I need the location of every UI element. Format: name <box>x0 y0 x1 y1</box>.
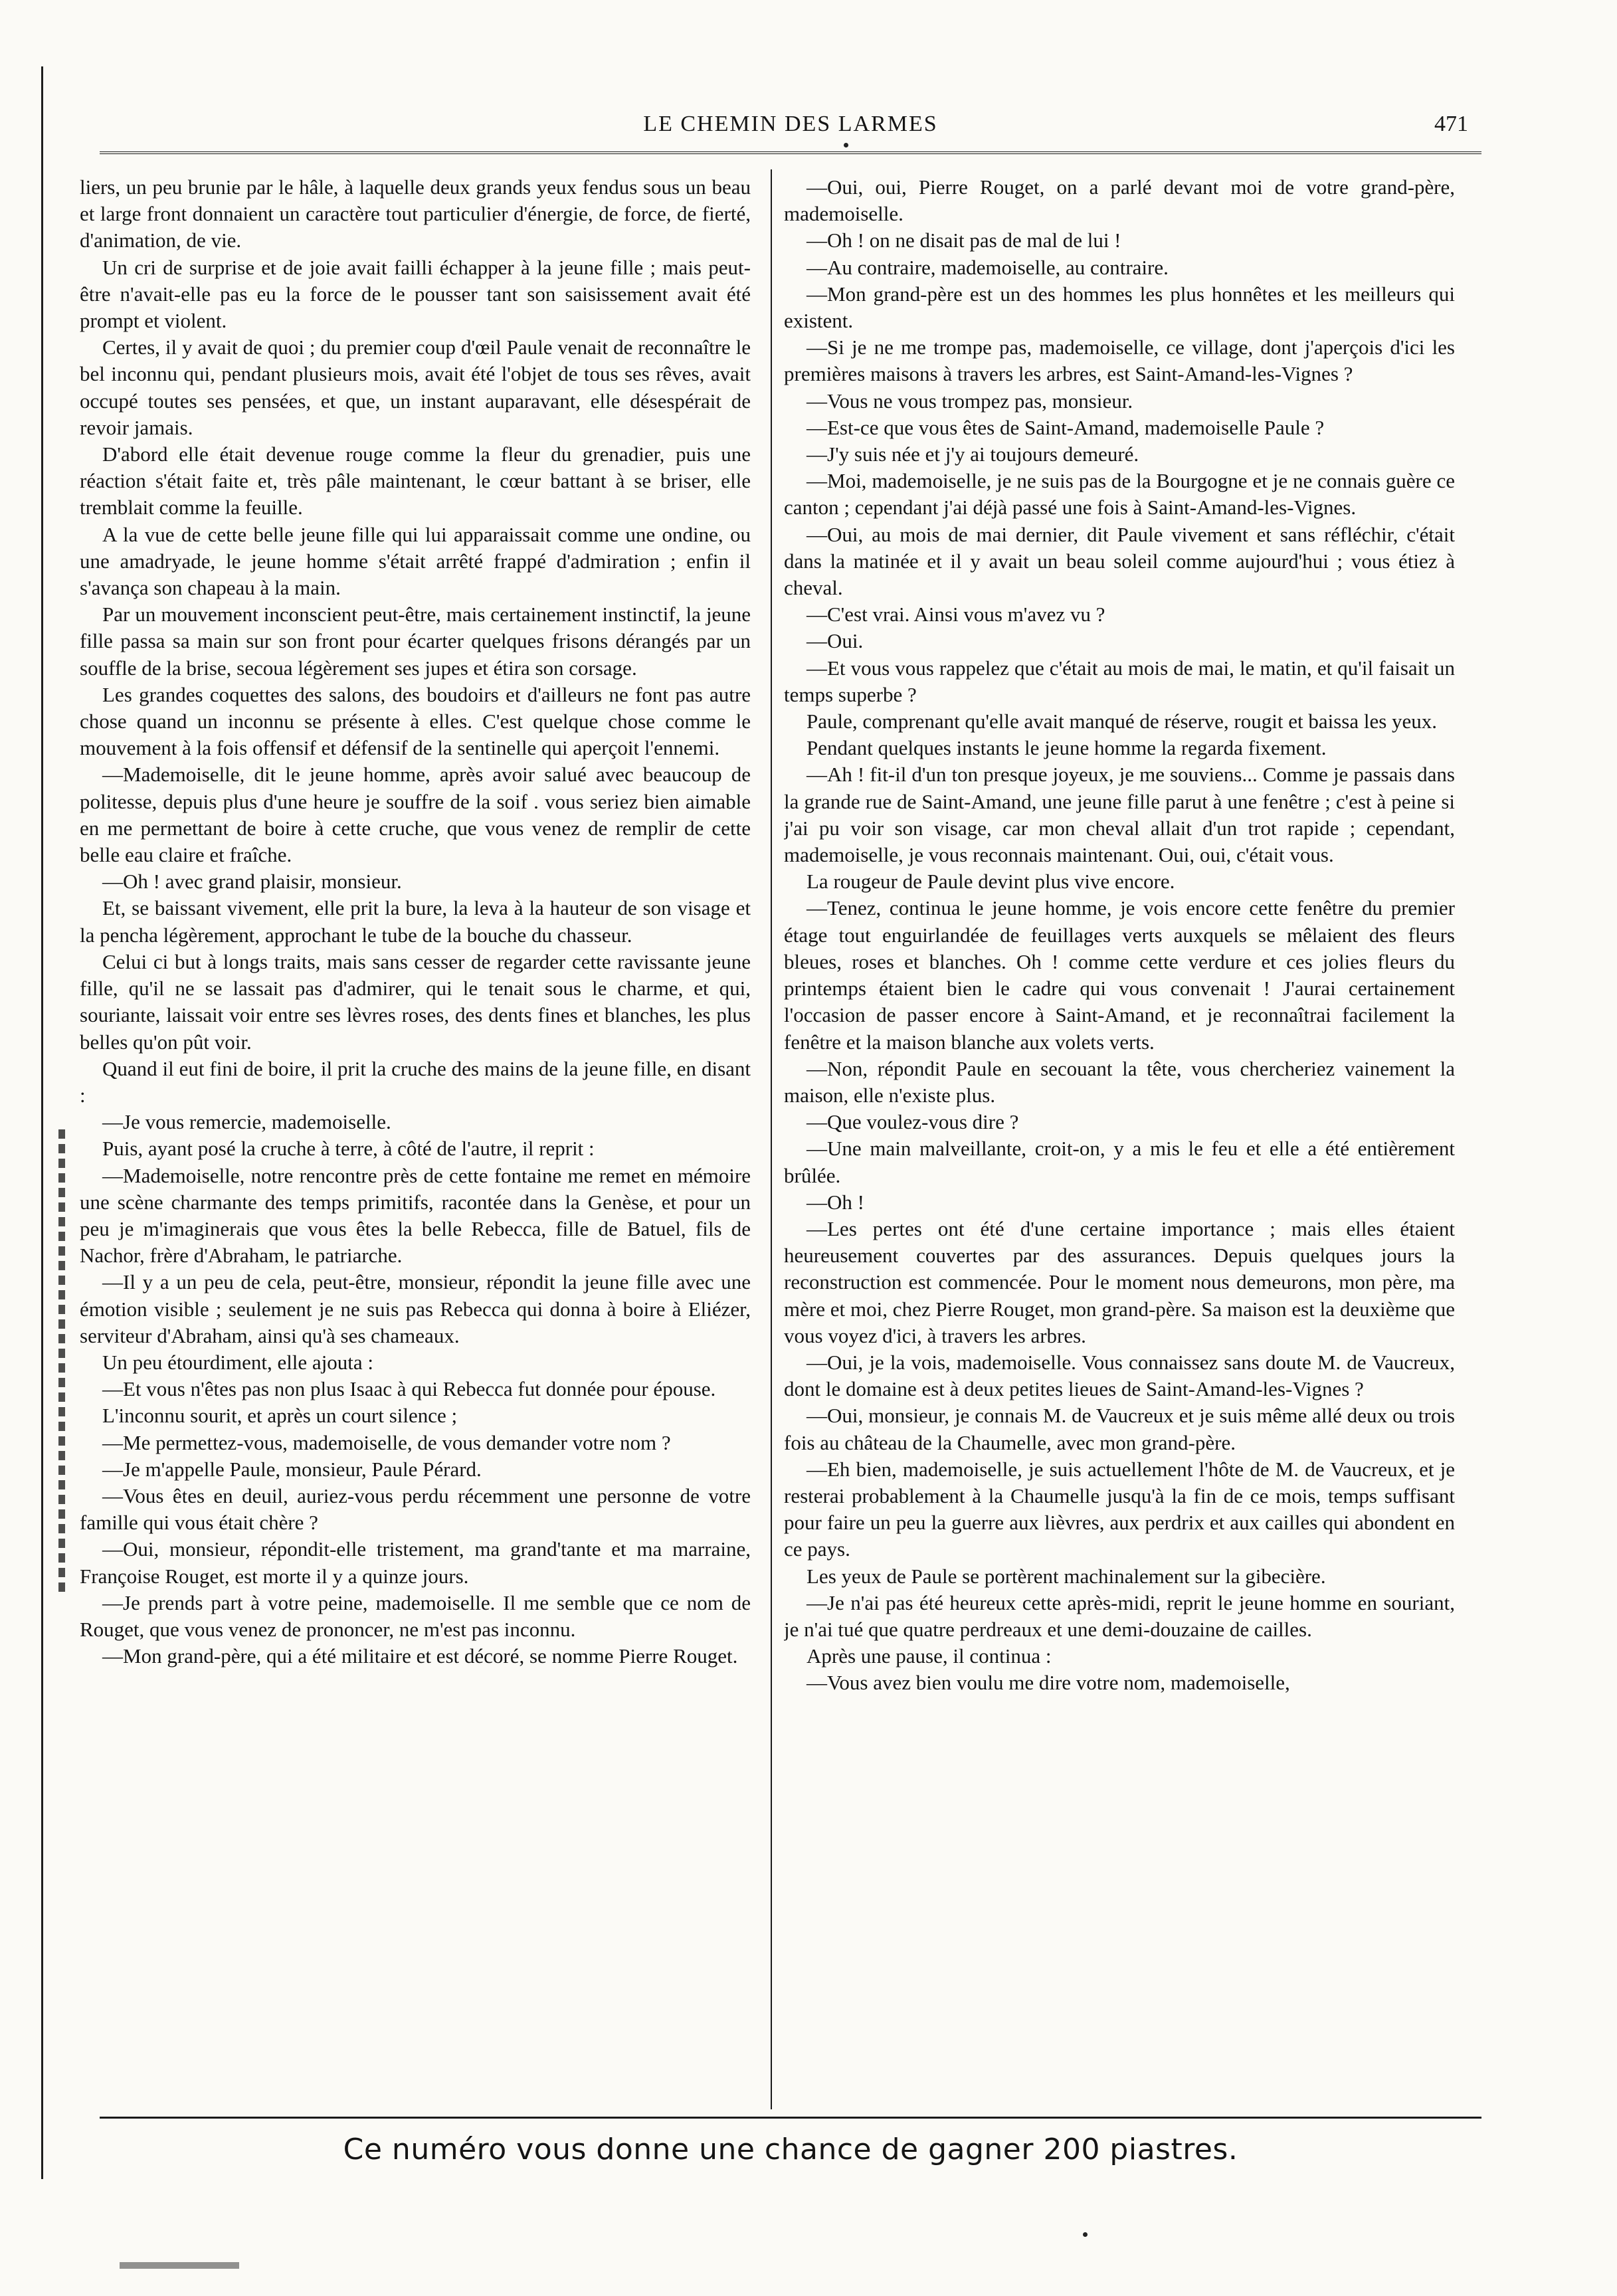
paragraph: —Oui, oui, Pierre Rouget, on a parlé devant moi de votre grand-père, mademoiselle. <box>784 175 1455 226</box>
paragraph: —Ah ! fit-il d'un ton presque joyeux, je me souviens... Comme je passais dans la grande rue de Saint-Amand, une jeune fille parut à une fenêtre ; c'est à peine si j'ai pu voir son visage, car mon cheval allait d'un trot rapide ; cependant, mademoiselle, je vous reconnais maintenant. Oui, oui, c'était vous. <box>784 763 1455 867</box>
scan-speck <box>844 143 848 147</box>
paragraph: La rougeur de Paule devint plus vive encore. <box>807 870 1175 894</box>
paragraph: —Je vous remercie, mademoiselle. <box>102 1110 391 1134</box>
paragraph: —Mon grand-père est un des hommes les plus honnêtes et les meilleurs qui existent. <box>784 282 1455 333</box>
scan-smudge <box>120 2262 239 2269</box>
left-column <box>80 174 751 2067</box>
paragraph: —Oui, monsieur, répondit-elle tristement, ma grand'tante et ma marraine, Françoise Rouget, est morte il y a quinze jours. <box>80 1537 751 1588</box>
paragraph: Les grandes coquettes des salons, des boudoirs et d'ailleurs ne font pas autre chose quand un inconnu se présente à elles. C'est quelque chose comme le mouvement à la fois offensif et défensif de la sentinelle qui aperçoit l'ennemi. <box>80 682 751 760</box>
paragraph: —Et vous vous rappelez que c'était au mois de mai, le matin, et qu'il faisait un temps superbe ? <box>784 656 1455 706</box>
paragraph: Après une pause, il continua : <box>807 1644 1052 1668</box>
paragraph: —Une main malveillante, croit-on, y a mis le feu et elle a été entièrement brûlée. <box>784 1137 1455 1187</box>
page-number: 471 <box>1434 112 1468 136</box>
paragraph: Celui ci but à longs traits, mais sans cesser de regarder cette ravissante jeune fille, qu'il ne se lassait pas d'admirer, qui le tenait sous le charme, et qui, souriante, laissait voir entre ses lèvres roses, des dents fines et blanches, les plus belles qu'on pût voir. <box>80 949 751 1054</box>
paragraph: —Il y a un peu de cela, peut-être, monsieur, répondit la jeune fille avec une émotion visible ; seulement je ne suis pas Rebecca qui donna à boire à Eliézer, serviteur d'Abraham, ainsi qu'à ses chameaux. <box>80 1270 751 1347</box>
paragraph: —Tenez, continua le jeune homme, je vois encore cette fenêtre du premier étage tout enguirlandée de feuillages verts auxquels se mêlaient des fleurs bleues, roses et blanches. Oh ! comme cette verdure et ces jolies fleurs du printemps étaient bien le cadre qui vous convenait ! J'aurai certainement l'occasion de passer encore à Saint-Amand, et je reconnaîtrai facilement la fenêtre et la maison blanche aux volets verts. <box>784 896 1455 1054</box>
scan-speck <box>1083 2232 1088 2237</box>
paragraph: —Au contraire, mademoiselle, au contraire. <box>807 255 1169 279</box>
binding-edge <box>41 66 43 2179</box>
footer-notice: Ce numéro vous donne une chance de gagner 200 piastres. <box>343 2133 1238 2166</box>
paragraph: —Oh ! <box>807 1190 864 1214</box>
paragraph: —J'y suis née et j'y ai toujours demeuré. <box>807 442 1139 466</box>
paragraph: —Oui, je la vois, mademoiselle. Vous connaissez sans doute M. de Vaucreux, dont le domaine est à deux petites lieues de Saint-Amand-les-Vignes ? <box>784 1350 1455 1401</box>
paragraph: Un peu étourdiment, elle ajouta : <box>102 1350 374 1374</box>
paragraph: —Oui. <box>807 629 864 653</box>
paragraph: A la vue de cette belle jeune fille qui lui apparaissait comme une ondine, ou une amadryade, le jeune homme s'était arrêté frappé d'admiration ; enfin il s'avança son chapeau à la main. <box>80 522 751 600</box>
paragraph: Et, se baissant vivement, elle prit la bure, la leva à la hauteur de son visage et la pencha légèrement, approchant le tube de la bouche du chasseur. <box>80 896 751 947</box>
paragraph: —Oui, au mois de mai dernier, dit Paule vivement et sans réfléchir, c'était dans la matinée et il y avait un beau soleil comme aujourd'hui ; vous étiez à cheval. <box>784 522 1455 600</box>
footer-rule <box>100 2117 1481 2119</box>
paragraph: —Les pertes ont été d'une certaine importance ; mais elles étaient heureusement couvertes par des assurances. Depuis quelques jours la reconstruction est commencée. Pour le moment nous demeurons, mon père, ma mère et moi, chez Pierre Rouget, mon grand-père. Sa maison est la deuxième que vous voyez d'ici, à travers les arbres. <box>784 1216 1455 1347</box>
paragraph: —Mademoiselle, dit le jeune homme, après avoir salué avec beaucoup de politesse, depuis plus d'une heure je souffre de la soif . vous seriez bien aimable en me permettant de boire à cette cruche, que vous venez de remplir de cette belle eau claire et fraîche. <box>80 763 751 867</box>
column-divider <box>771 169 772 2109</box>
paragraph: —Si je ne me trompe pas, mademoiselle, ce village, dont j'aperçois d'ici les premières maisons à travers les arbres, est Saint-Amand-les-Vignes ? <box>784 335 1455 386</box>
paragraph: —Non, répondit Paule en secouant la tête, vous chercheriez vainement la maison, elle n'existe plus. <box>784 1056 1455 1107</box>
paragraph: —Mademoiselle, notre rencontre près de cette fontaine me remet en mémoire une scène charmante des temps primitifs, racontée dans la Genèse, et pour un peu je m'imaginerais que vous êtes la belle Rebecca, fille de Batuel, fils de Nachor, frère d'Abraham, le patriarche. <box>80 1163 751 1268</box>
paragraph: —Et vous n'êtes pas non plus Isaac à qui Rebecca fut donnée pour épouse. <box>102 1377 716 1401</box>
paragraph: —Oui, monsieur, je connais M. de Vaucreux et je suis même allé deux ou trois fois au château de la Chaumelle, avec mon grand-père. <box>784 1404 1455 1454</box>
paragraph: —Oh ! on ne disait pas de mal de lui ! <box>807 229 1121 252</box>
paragraph: Les yeux de Paule se portèrent machinalement sur la gibecière. <box>807 1564 1326 1588</box>
paragraph: L'inconnu sourit, et après un court silence ; <box>102 1404 458 1428</box>
paragraph: —Mon grand-père, qui a été militaire et est décoré, se nomme Pierre Rouget. <box>102 1644 738 1668</box>
paragraph: —Vous ne vous trompez pas, monsieur. <box>807 389 1133 413</box>
paragraph: —Vous avez bien voulu me dire votre nom, mademoiselle, <box>807 1671 1290 1695</box>
paragraph: Paule, comprenant qu'elle avait manqué de réserve, rougit et baissa les yeux. <box>807 710 1438 733</box>
paragraph: —Eh bien, mademoiselle, je suis actuellement l'hôte de M. de Vaucreux, et je resterai probablement à la Chaumelle jusqu'à la fin de ce mois, temps suffisant pour faire un peu la guerre aux lièvres, aux perdrix et aux cailles qui abondent en ce pays. <box>784 1457 1455 1561</box>
paragraph: Puis, ayant posé la cruche à terre, à côté de l'autre, il reprit : <box>102 1137 595 1161</box>
paragraph: —C'est vrai. Ainsi vous m'avez vu ? <box>807 603 1105 626</box>
scan-artifact <box>58 1129 65 1594</box>
header-rule <box>100 151 1481 154</box>
paragraph: Un cri de surprise et de joie avait failli échapper à la jeune fille ; mais peut-être n'avait-elle pas eu la force de le pousser tant son saisissement avait été prompt et violent. <box>80 255 751 333</box>
paragraph: Par un mouvement inconscient peut-être, mais certainement instinctif, la jeune fille passa sa main sur son front pour écarter quelques frisons dérangés par un souffle de la brise, secoua légèrement ses jupes et étira son corsage. <box>80 603 751 680</box>
paragraph: Certes, il y avait de quoi ; du premier coup d'œil Paule venait de reconnaître le bel inconnu qui, pendant plusieurs mois, avait été l'objet de tous ses rêves, avait occupé toutes ses pensées, et que, un instant auparavant, elle désespérait de revoir jamais. <box>80 335 751 439</box>
paragraph: —Vous êtes en deuil, auriez-vous perdu récemment une personne de votre famille qui vous était chère ? <box>80 1483 751 1535</box>
right-column <box>784 174 1455 2067</box>
paragraph: —Je n'ai pas été heureux cette après-midi, reprit le jeune homme en souriant, je n'ai tué que quatre perdreaux et une demi-douzaine de cailles. <box>784 1590 1455 1641</box>
paragraph: —Je prends part à votre peine, mademoiselle. Il me semble que ce nom de Rouget, que vous venez de prononcer, ne m'est pas inconnu. <box>80 1590 751 1641</box>
page-title: LE CHEMIN DES LARMES <box>643 112 938 136</box>
paragraph: —Je m'appelle Paule, monsieur, Paule Pérard. <box>102 1457 482 1481</box>
paragraph: Pendant quelques instants le jeune homme la regarda fixement. <box>807 736 1327 760</box>
paragraph: —Oh ! avec grand plaisir, monsieur. <box>102 870 402 894</box>
running-head <box>100 112 1481 151</box>
paragraph: —Moi, mademoiselle, je ne suis pas de la Bourgogne et je ne connais guère ce canton ; cependant j'ai déjà passé une fois à Saint-Amand-les-Vignes. <box>784 469 1455 520</box>
paragraph: —Que voulez-vous dire ? <box>807 1110 1019 1134</box>
paragraph: D'abord elle était devenue rouge comme la fleur du grenadier, puis une réaction s'était faite et, très pâle maintenant, le cœur battant à se briser, elle tremblait comme la feuille. <box>80 442 751 520</box>
paragraph: —Me permettez-vous, mademoiselle, de vous demander votre nom ? <box>102 1430 671 1454</box>
paragraph: liers, un peu brunie par le hâle, à laquelle deux grands yeux fendus sous un beau et large front donnaient un caractère tout particulier d'énergie, de force, de fierté, d'animation, de vie. <box>80 175 751 252</box>
paragraph: Quand il eut fini de boire, il prit la cruche des mains de la jeune fille, en disant : <box>80 1056 751 1107</box>
paragraph: —Est-ce que vous êtes de Saint-Amand, mademoiselle Paule ? <box>807 415 1325 439</box>
